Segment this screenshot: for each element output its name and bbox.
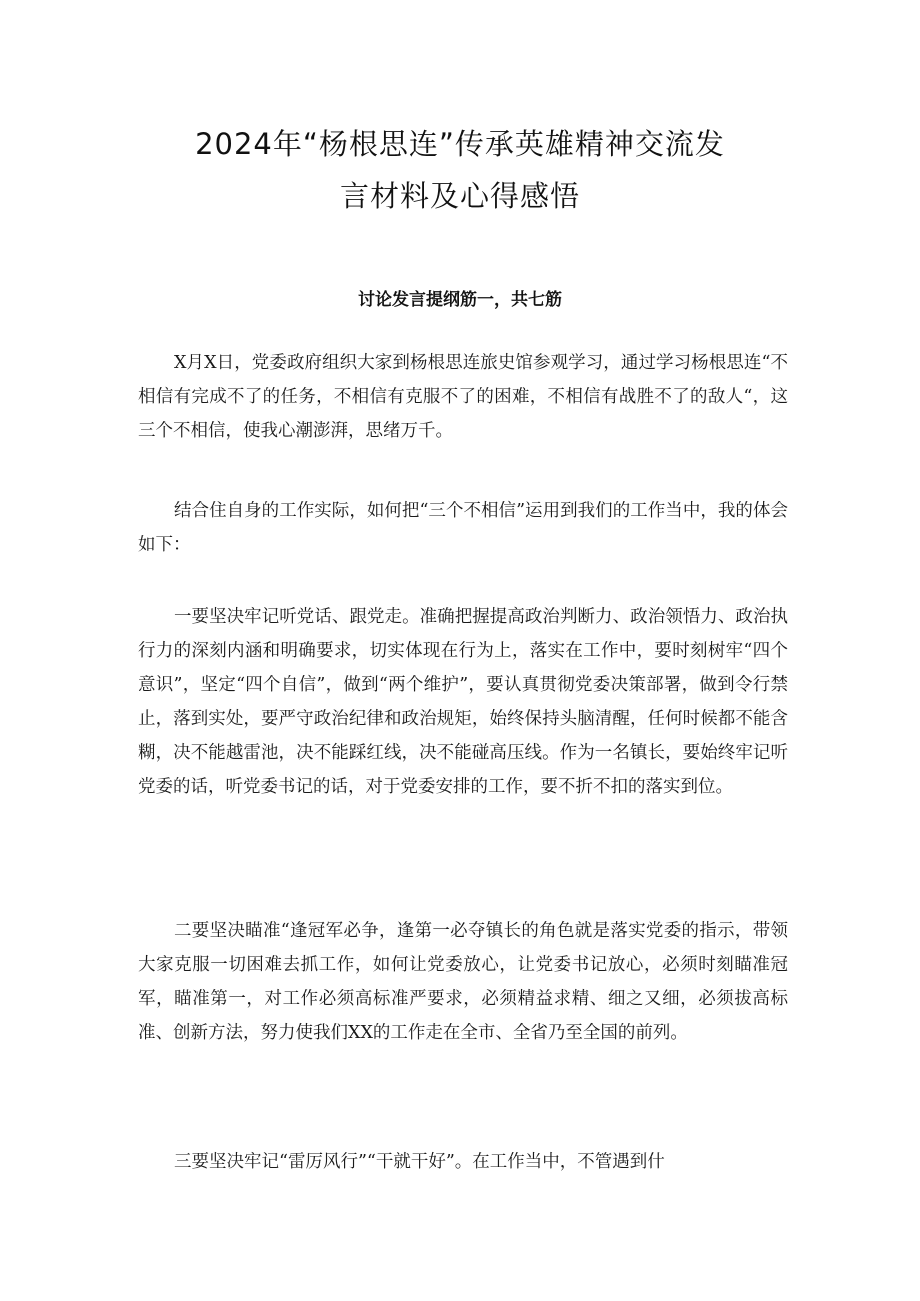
title-line-2: 言材料及心得感悟 [339,179,580,213]
document-subtitle: 讨论发言提纲筋一，共七筋 [358,290,562,310]
paragraph-experience: 结合住自身的工作实际，如何把“三个不相信”运用到我们的工作当中，我的体会如下： [138,501,788,555]
document-title [120,118,800,222]
paragraph-intro: X月X日，党委政府组织大家到杨根思连旅史馆参观学习，通过学习杨根思连“不相信有完成不了的任务，不相信有克服不了的困难，不相信有战胜不了的敌人“，这三个不相信，使我心潮澎湃，思绪万千。 [138,353,788,441]
paragraph-point-three: 三要坚决牢记“雷厉风行”“干就干好”。在工作当中，不管遇到什 [174,1152,665,1172]
paragraph-point-one: 一要坚决牢记听党话、跟党走。准确把握提高政治判断力、政治领悟力、政治执行力的深刻内涵和明确要求，切实体现在行为上，落实在工作中，要时刻树牢“四个意识”，坚定“四个自信”，做到“两个维护”，要认真贯彻党委决策部署，做到令行禁止，落到实处，要严守政治纪律和政治规矩，始终保持头脑清醒，任何时候都不能含糊，决不能越雷池，决不能踩红线，决不能碰高压线。作为一名镇长，要始终牢记听党委的话，听党委书记的话，对于党委安排的工作，要不折不扣的落实到位。 [138,607,788,797]
title-line-1: 2024年“杨根思连”传承英雄精神交流发 [195,127,725,161]
paragraph-point-two: 二要坚决瞄准“逢冠军必争，逢第一必夺镇长的角色就是落实党委的指示，带领大家克服一切困难去抓工作，如何让党委放心，让党委书记放心，必须时刻瞄准冠军，瞄准第一，对工作必须高标准严要求，必须精益求精、细之又细，必须拔高标准、创新方法，努力使我们XX的工作走在全市、全省乃至全国的前列。 [138,921,788,1043]
